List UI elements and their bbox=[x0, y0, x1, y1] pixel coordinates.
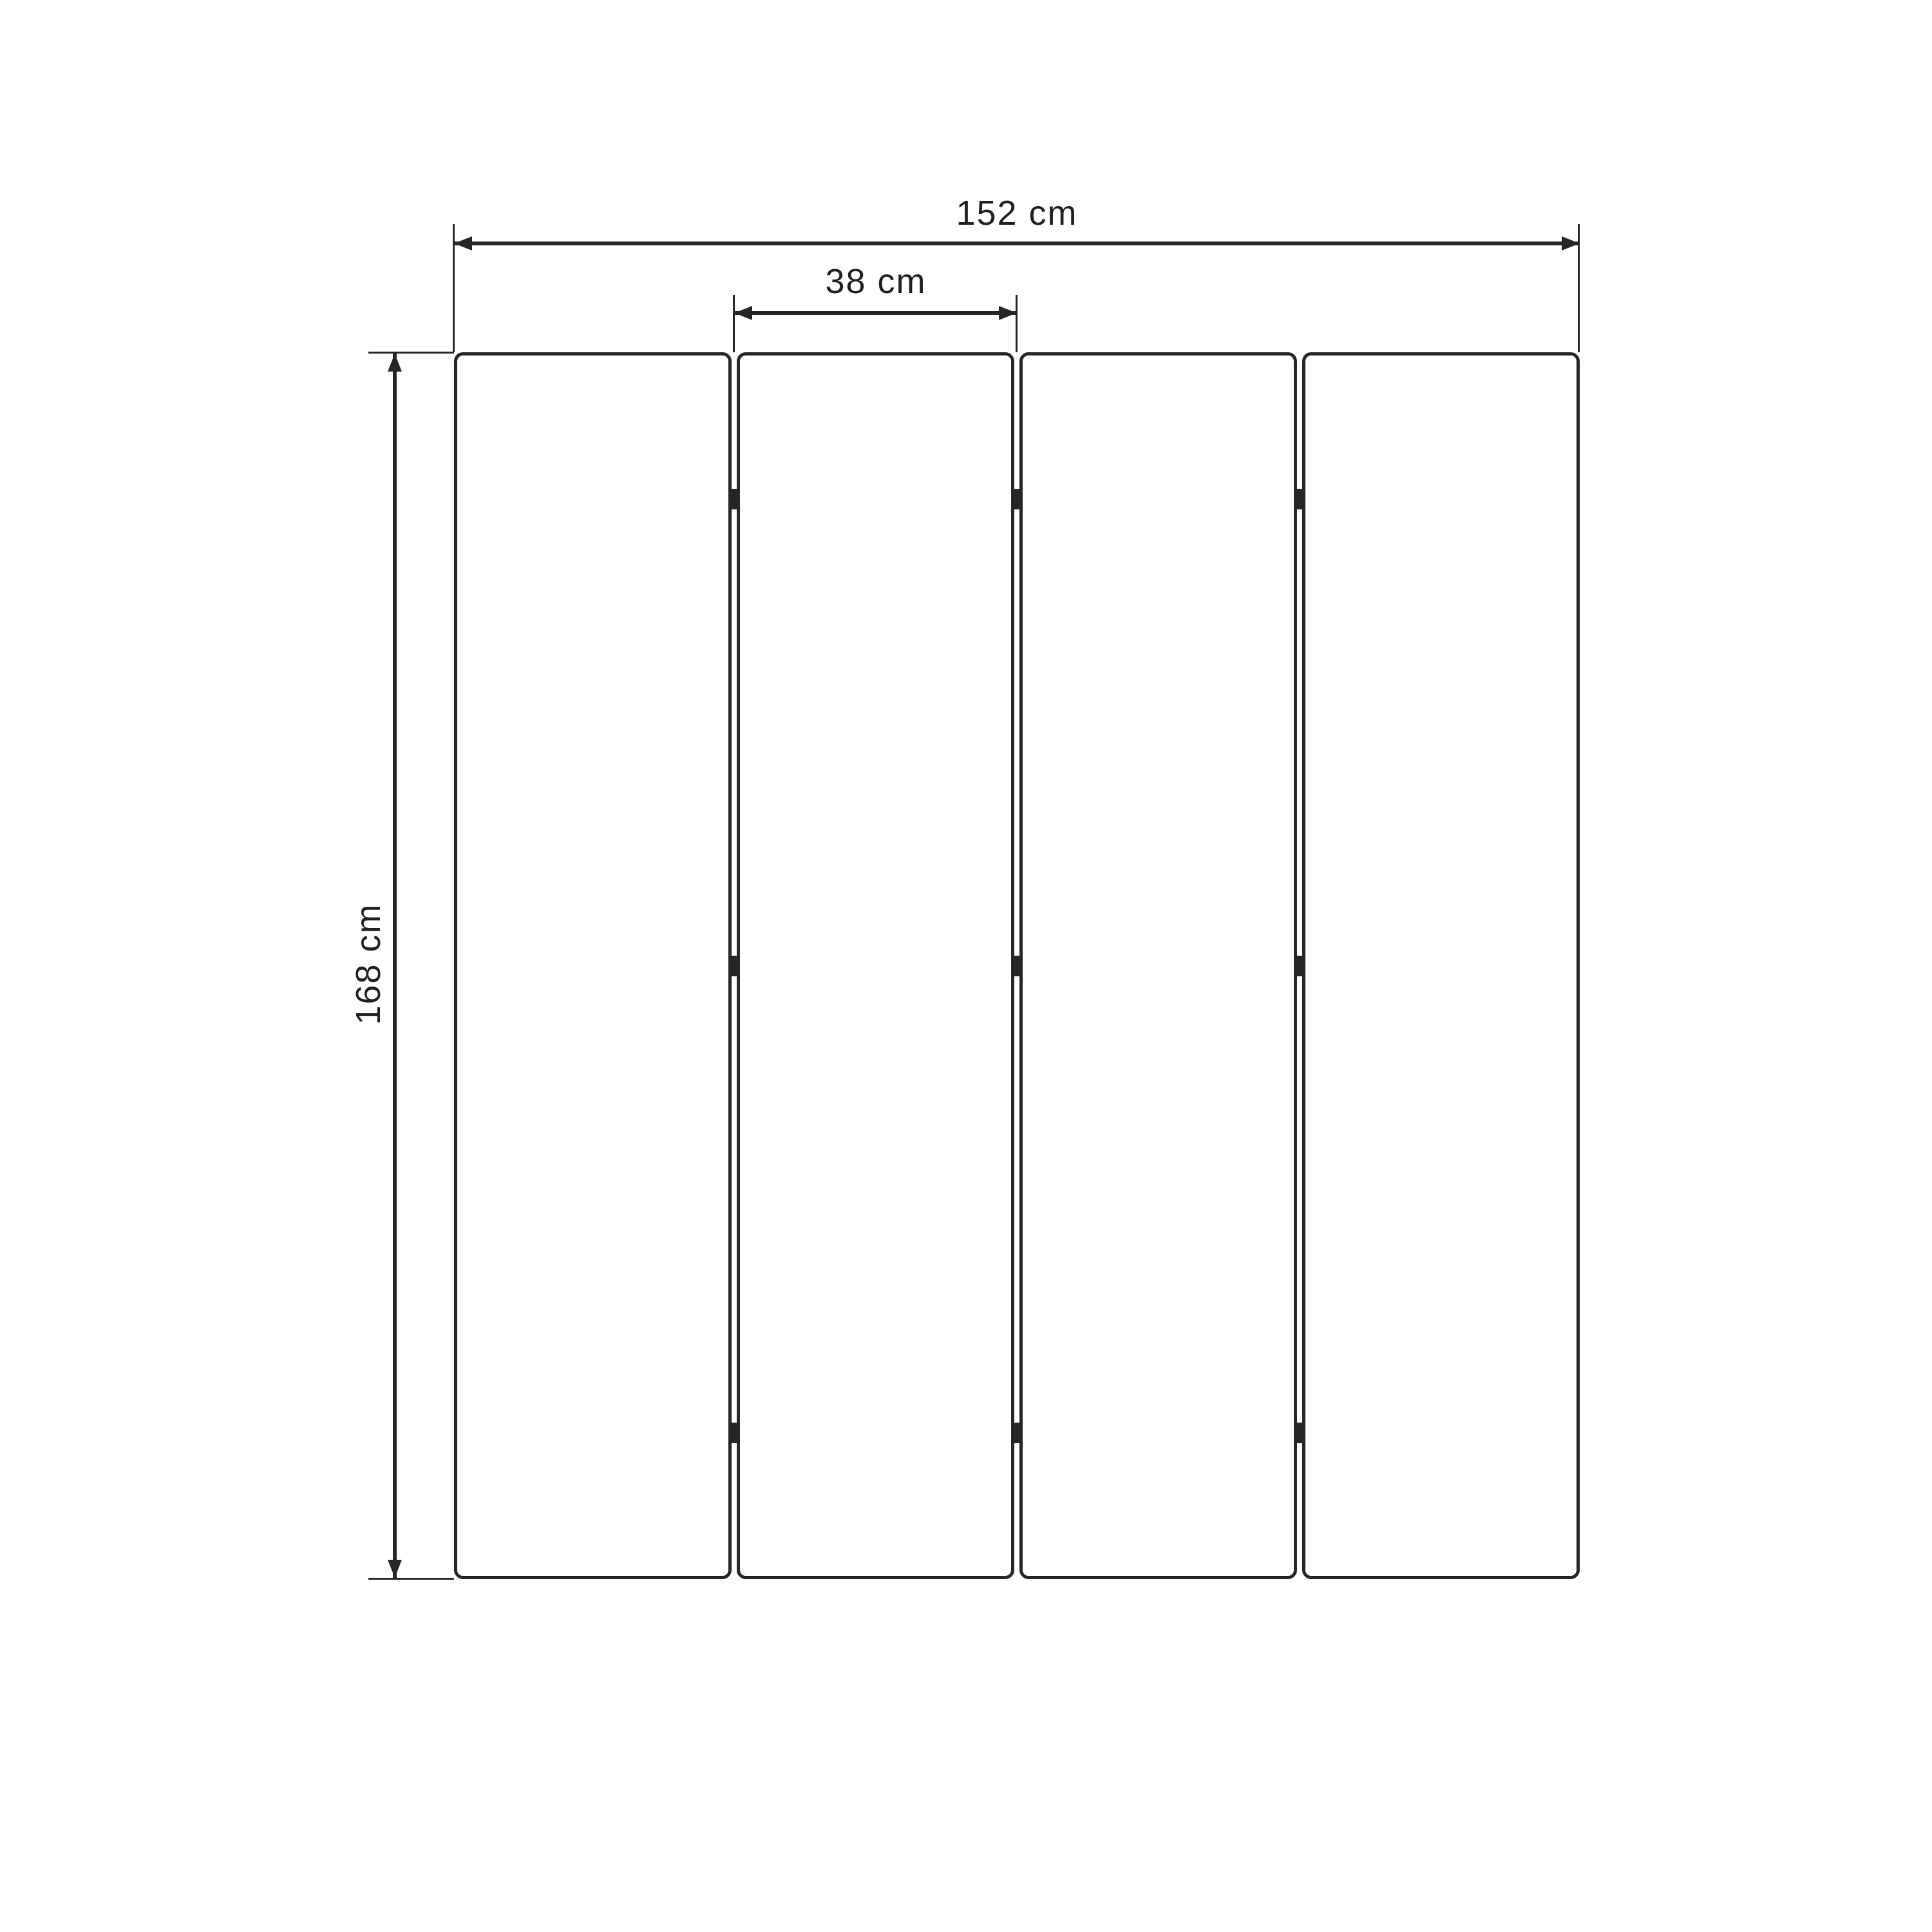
hinge bbox=[1013, 489, 1021, 509]
panel-4 bbox=[1302, 352, 1580, 1579]
hinge bbox=[730, 1423, 739, 1443]
arrow-left-icon bbox=[734, 306, 752, 320]
hinge bbox=[730, 489, 739, 509]
extension-line-height-top bbox=[368, 352, 454, 354]
total-width-label: 152 cm bbox=[956, 194, 1078, 232]
extension-line-panel-left bbox=[733, 295, 735, 352]
panel-1 bbox=[454, 352, 732, 1579]
panel-2 bbox=[737, 352, 1014, 1579]
height-label: 168 cm bbox=[349, 903, 388, 1025]
hinge bbox=[1296, 956, 1304, 976]
arrow-up-icon bbox=[388, 354, 402, 372]
hinge bbox=[730, 956, 739, 976]
hinge bbox=[1296, 489, 1304, 509]
arrow-right-icon bbox=[1562, 236, 1580, 251]
hinge bbox=[1296, 1423, 1304, 1443]
height-dimension-line bbox=[393, 354, 397, 1578]
arrow-right-icon bbox=[999, 306, 1017, 320]
panel-width-dimension-line bbox=[734, 311, 1017, 315]
arrow-left-icon bbox=[454, 236, 472, 251]
panel-3 bbox=[1019, 352, 1297, 1579]
hinge bbox=[1013, 956, 1021, 976]
extension-line-panel-right bbox=[1016, 295, 1018, 352]
total-width-dimension-line bbox=[454, 242, 1580, 245]
extension-line-height-bottom bbox=[368, 1578, 454, 1580]
hinge bbox=[1013, 1423, 1021, 1443]
arrow-down-icon bbox=[388, 1560, 402, 1578]
panel-width-label: 38 cm bbox=[825, 262, 927, 301]
